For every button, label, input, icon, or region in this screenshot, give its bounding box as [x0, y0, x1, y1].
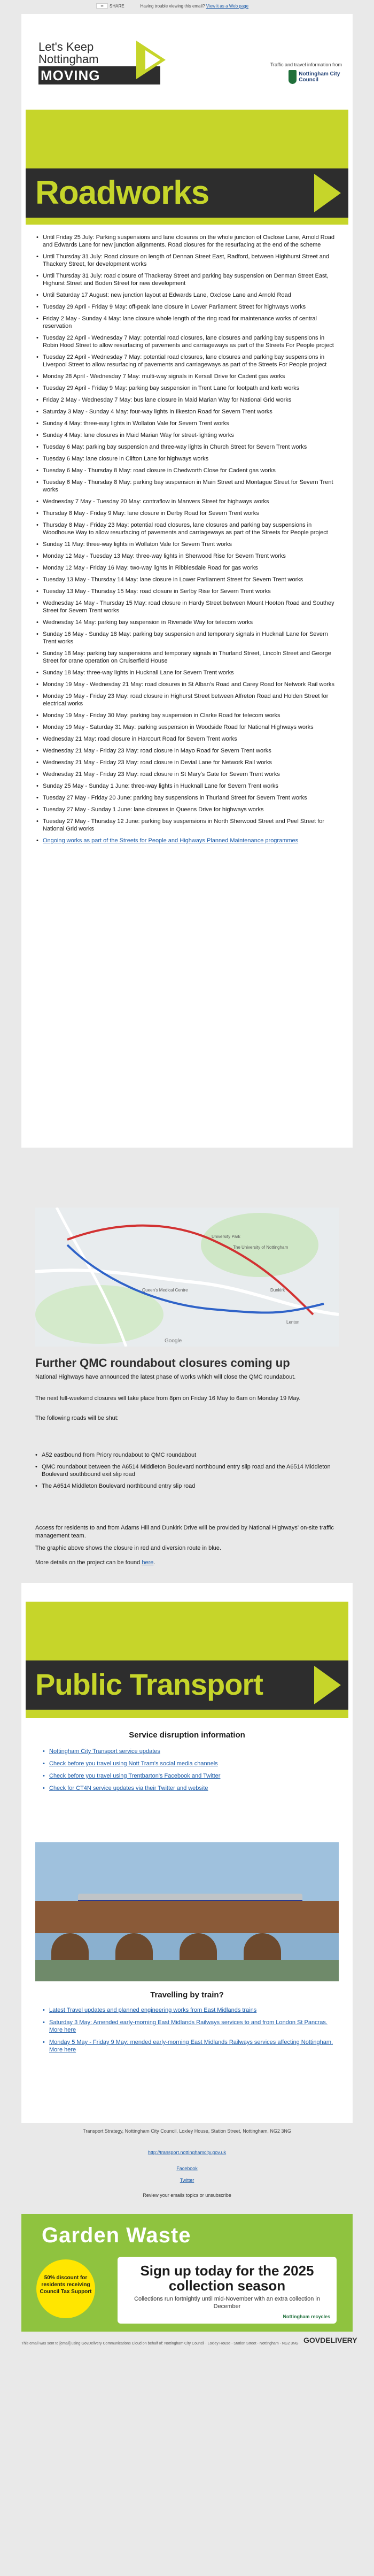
list-item: • Monday 28 April - Wednesday 7 May: multi-way signals in Kersall Drive for Cadent gas works	[36, 373, 341, 380]
garden-waste-headline: Sign up today for the 2025 collection season	[140, 2263, 314, 2294]
list-item: • Monday 12 May - Friday 16 May: two-way lights in Ribblesdale Road for gas works	[36, 564, 341, 572]
qmc-paragraph: The following roads will be shut:	[35, 1415, 119, 1421]
qmc-closure-map[interactable]	[35, 1208, 339, 1347]
list-item[interactable]: • Monday 5 May - Friday 9 May: mended early-morning East Midlands Railways services affecting Nottingham. More here	[43, 2039, 342, 2054]
lets-keep-nottingham-moving-logo	[21, 14, 182, 89]
garden-waste-card	[118, 2257, 337, 2324]
footer-address: Transport Strategy, Nottingham City Council, Loxley House, Station Street, Nottingham, NG2 3NG	[83, 2128, 291, 2134]
service-disruption-list	[43, 1748, 342, 1797]
list-item: • Tuesday 6 May: parking bay suspension and three-way lights in Church Street for Severn Trent works	[36, 443, 341, 451]
list-item[interactable]: • Saturday 3 May: Amended early-morning East Midlands Railways services to and from London St Pancras. More here	[43, 2019, 342, 2034]
list-item: • Wednesday 21 May - Friday 23 May: road closure in Mayo Road for Severn Trent works	[36, 747, 341, 755]
list-item: • Tuesday 13 May - Thursday 14 May: lane closure in Lower Parliament Street for Severn Trent works	[36, 576, 341, 583]
twitter-link[interactable]: Twitter	[180, 2178, 194, 2183]
list-item: • Tuesday 27 May - Thursday 12 June: parking bay suspensions in North Sherwood Street and Peel Street for National Grid works	[36, 818, 341, 833]
list-item: • Wednesday 14 May - Thursday 15 May: road closure in Hardy Street between Mount Hooton Road and Southey Street for Severn Trent works	[36, 599, 341, 614]
list-item: • Tuesday 29 April - Friday 9 May: parking bay suspension in Trent Lane for footpath and kerb works	[36, 385, 341, 392]
list-item: • Sunday 18 May: three-way lights in Hucknall Lane for Severn Trent works	[36, 669, 341, 676]
share-icon: ✉	[96, 3, 108, 9]
list-item: • Sunday 4 May: three-way lights in Wollaton Vale for Severn Trent works	[36, 420, 341, 427]
list-item: • Sunday 4 May: lane closures in Maid Marian Way for street-lighting works	[36, 432, 341, 439]
garden-waste-banner[interactable]	[21, 2214, 353, 2332]
list-item: • Tuesday 22 April - Wednesday 7 May: potential road closures, lane closures and parking bay suspensions in Liverpool Street to allow resurfacing of pavements and carriageways as part of the Streets For People project	[36, 353, 341, 368]
banner-chevron-icon	[314, 1666, 341, 1704]
list-item: • Wednesday 7 May - Tuesday 20 May: contraflow in Manvers Street for highways works	[36, 498, 341, 505]
footer-small-print: This email was sent to [email] using GovDelivery Communications Cloud on behalf of: Nottingham City Council · Loxley House · Station Street · Nottingham · NG2 3NG	[21, 2342, 299, 2346]
council-crest-icon	[289, 70, 297, 84]
list-item[interactable]: • Check before you travel using Trentbarton's Facebook and Twitter	[43, 1772, 342, 1780]
list-item: • Until Friday 25 July: Parking suspensions and lane closures on the whole junction of Osclose Lane, Arnold Road and Edwards Lane for new junction alignments. Road closures for the resurfacing at the end of the scheme	[36, 234, 341, 249]
list-item: • Monday 19 May - Friday 23 May: road closure in Highurst Street between Alfreton Road and Holden Street for electrical works	[36, 693, 341, 708]
public-transport-banner	[26, 1602, 348, 1718]
list-item: • Tuesday 6 May: lane closure in Clifton Lane for highways works	[36, 455, 341, 463]
list-item: • Wednesday 21 May - Friday 23 May: road closure in St Mary's Gate for Severn Trent works	[36, 771, 341, 778]
list-item: • Sunday 18 May: parking bay suspensions and temporary signals in Thurland Street, Lincoln Street and George Street for crane operation on Cruiserfield House	[36, 650, 341, 665]
qmc-more-link[interactable]: here	[142, 1559, 154, 1566]
map-label: Lenton	[286, 1320, 300, 1325]
nottingham-recycles-logo: Nottingham recycles	[283, 2314, 330, 2319]
list-item: • The A6514 Middleton Boulevard northbound entry slip road	[35, 1482, 340, 1490]
qmc-closed-roads-list	[35, 1451, 340, 1494]
train-title: Travelling by train?	[150, 1990, 224, 2000]
google-watermark: Google	[165, 1338, 182, 1344]
qmc-paragraph: Access for residents to and from Adams Hill and Dunkirk Drive will be provided by National Highways' on-site traffic management team.	[35, 1525, 334, 1539]
list-item: • Monday 12 May - Tuesday 13 May: three-way lights in Sherwood Rise for Severn Trent works	[36, 552, 341, 560]
list-item: • Friday 2 May - Wednesday 7 May: bus lane closure in Maid Marian Way for National Grid works	[36, 396, 341, 404]
list-item: • Tuesday 29 April - Friday 9 May: off-peak lane closure in Lower Parliament Street for highways works	[36, 303, 341, 311]
govdelivery-logo: GOVDELIVERY	[303, 2336, 357, 2344]
list-item: • Until Thursday 31 July: road closure of Thackeray Street and parking bay suspension on Denman Street East, Highurst Street and Boden Street for new development	[36, 272, 341, 287]
logo-line-2: Nottingham	[38, 52, 99, 66]
roadworks-title: Roadworks	[35, 174, 209, 211]
qmc-title: Further QMC roundabout closures coming up	[35, 1356, 290, 1370]
email-header	[21, 14, 353, 105]
list-item: • Friday 2 May - Sunday 4 May: lane closure whole length of the ring road for maintenance works of central reservation	[36, 315, 341, 330]
service-disruption-title: Service disruption information	[129, 1731, 245, 1740]
trouble-notice: Having trouble viewing this email?	[140, 3, 205, 9]
map-svg	[35, 1208, 339, 1347]
list-item: • Wednesday 21 May: road closure in Harcourt Road for Severn Trent works	[36, 735, 341, 743]
share-label: SHARE	[110, 3, 124, 9]
train-photo	[35, 1842, 339, 1981]
council-name: Nottingham City Council	[299, 71, 340, 83]
list-item[interactable]: • Check for CT4N service updates via their Twitter and website	[43, 1785, 342, 1792]
list-item: • Tuesday 6 May - Thursday 8 May: road closure in Chedworth Close for Cadent gas works	[36, 467, 341, 474]
list-item: • Saturday 3 May - Sunday 4 May: four-way lights in Ilkeston Road for Severn Trent works	[36, 408, 341, 416]
ongoing-works-link[interactable]: • Ongoing works as part of the Streets for People and Highways Planned Maintenance programmes	[36, 837, 341, 844]
header-tagline: Traffic and travel information from	[270, 62, 342, 67]
list-item: • Wednesday 14 May: parking bay suspension in Riverside Way for telecom works	[36, 619, 341, 626]
share-button[interactable]	[96, 3, 124, 9]
list-item: • Thursday 8 May - Friday 23 May: potential road closures, lane closures and parking bay suspensions in Woodhouse Way to allow resurfacing of pavements and carriageways as part of the Streets for People project	[36, 521, 341, 536]
logo-chevron-inner-icon	[145, 50, 160, 70]
map-label: University Park	[212, 1234, 240, 1239]
list-item: • Tuesday 6 May - Thursday 8 May: parking bay suspension in Main Street and Montague Street for Severn Trent works	[36, 479, 341, 494]
list-item: • Tuesday 22 April - Wednesday 7 May: potential road closures, lane closures and parking bay suspensions in Robin Hood Street to allow resurfacing of pavements and carriageways as part of the Streets For People project	[36, 334, 341, 349]
list-item: • Monday 19 May - Friday 30 May: parking bay suspension in Clarke Road for telecom works	[36, 712, 341, 719]
qmc-paragraph: National Highways have announced the latest phase of works which will close the QMC roundabout.	[35, 1374, 296, 1380]
map-label: Dunkirk	[270, 1288, 285, 1293]
list-item: • Tuesday 27 May - Friday 20 June: parking bay suspensions in Thurland Street for Severn Trent works	[36, 794, 341, 802]
roadworks-list	[36, 234, 341, 849]
review-topics-link[interactable]: Review your emails topics or unsubscribe	[143, 2193, 231, 2198]
train-updates-list	[43, 2006, 342, 2058]
public-transport-title: Public Transport	[35, 1667, 263, 1701]
list-item: • Sunday 16 May - Sunday 18 May: parking bay suspension and temporary signals in Hucknall Lane for Severn Trent works	[36, 630, 341, 645]
qmc-more-details: More details on the project can be found here.	[35, 1559, 155, 1566]
list-item: • Monday 19 May - Saturday 31 May: parking suspension in Woodside Road for National Highways works	[36, 724, 341, 731]
list-item: • Until Saturday 17 August: new junction layout at Edwards Lane, Oxclose Lane and Arnold Road	[36, 291, 341, 299]
list-item[interactable]: • Latest Travel updates and planned engineering works from East Midlands trains	[43, 2006, 342, 2014]
list-item[interactable]: • Nottingham City Transport service updates	[43, 1748, 342, 1755]
web-page-link[interactable]: View it as a Web page	[206, 3, 249, 9]
banner-chevron-icon	[314, 174, 341, 212]
roadworks-banner	[26, 110, 348, 225]
list-item: • Thursday 8 May - Friday 9 May: lane closure in Derby Road for Severn Trent works	[36, 510, 341, 517]
council-logo	[289, 70, 342, 84]
list-item: • Tuesday 13 May - Thursday 15 May: road closure in Serlby Rise for Severn Trent works	[36, 588, 341, 595]
list-item: • A52 eastbound from Priory roundabout to QMC roundabout	[35, 1451, 340, 1459]
logo-line-1: Let's Keep	[38, 40, 94, 53]
garden-waste-body: Collections run fortnightly until mid-November with an extra collection in December	[134, 2296, 320, 2310]
map-label: Queen's Medical Centre	[142, 1288, 188, 1293]
list-item: • Monday 19 May - Wednesday 21 May: road closures in St Alban's Road and Carey Road for Network Rail works	[36, 681, 341, 688]
list-item: • Sunday 11 May: three-way lights in Wollaton Vale for Severn Trent works	[36, 541, 341, 548]
list-item[interactable]: • Check before you travel using Nott Tram's social media channels	[43, 1760, 342, 1767]
qmc-paragraph: The next full-weekend closures will take place from 8pm on Friday 16 May to 6am on Monday 19 May.	[35, 1395, 301, 1402]
transport-site-link[interactable]: http://transport.nottinghamcity.gov.uk	[147, 2150, 227, 2155]
email-topbar	[0, 0, 374, 12]
garden-waste-title: Garden Waste	[42, 2224, 191, 2247]
map-label: The University of Nottingham	[233, 1245, 289, 1250]
list-item: • Wednesday 21 May - Friday 23 May: road closure in Devial Lane for Network Rail works	[36, 759, 341, 766]
facebook-link[interactable]: Facebook	[176, 2166, 198, 2171]
logo-moving: MOVING	[38, 66, 160, 84]
list-item: • Until Thursday 31 July: Road closure on length of Dennan Street East, Radford, between Highhurst Street and Thackery Street, for development works	[36, 253, 341, 268]
list-item: • Tuesday 27 May - Sunday 1 June: lane closures in Queens Drive for highways works	[36, 806, 341, 813]
list-item: • Sunday 25 May - Sunday 1 June: three-way lights in Hucknall Lane for Severn Trent works	[36, 782, 341, 790]
qmc-paragraph: The graphic above shows the closure in red and diversion route in blue.	[35, 1545, 221, 1551]
list-item: • QMC roundabout between the A6514 Middleton Boulevard northbound entry slip road and the A6514 Middleton Boulevard southbound exit slip road	[35, 1463, 340, 1478]
discount-badge: 50% discount for residents receiving Council Tax Support	[36, 2259, 95, 2318]
